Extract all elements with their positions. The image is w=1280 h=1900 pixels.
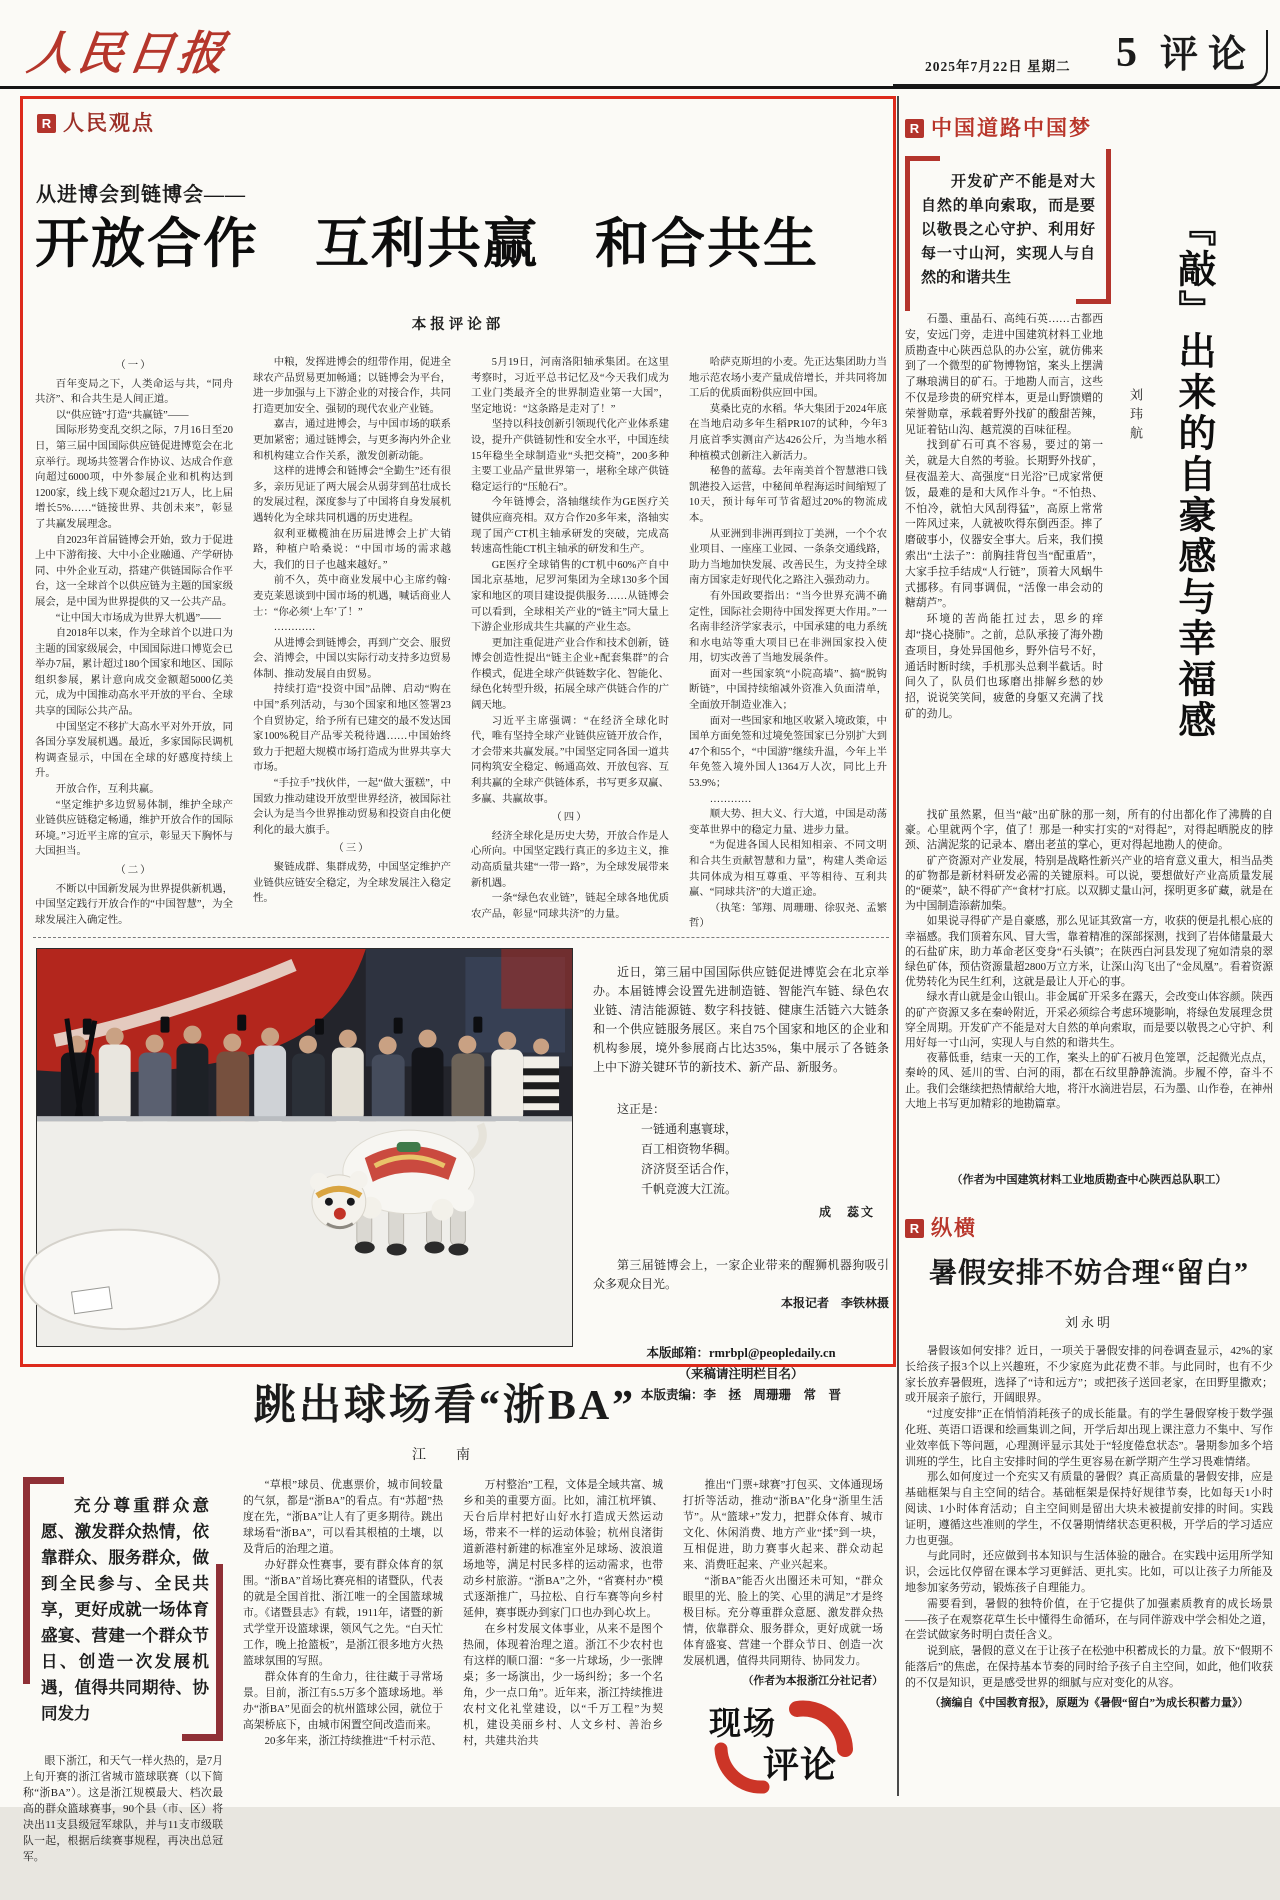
zheba-col-3: 万村整治”工程，文体是全域共富、城乡和美的重要方面。比如，浦江杭坪镇、天台后岸村把好山好水打造成天然运动场，带来不一样的运动体验；杭州良渚街道新港村新建的标准室外足球场、波浪道场地等，满足村民多样的运动需求，也带动乡村旅游。“浙BA”之外，“省赛村办”模式逐渐推广，马拉松、自行车赛等向乡村延伸，赛事既办到家门口也办到心坎上。 在乡村发展文体事业，从来不是图个热闹，体现着治理之道。浙江不少农村也有这样的顺口溜：“多一片球场，少一张牌桌；多一场演出，少一场纠纷；多一个名角，少一点口角”。近年来，浙江持续推进农村文化礼堂建设，以“千万工程”为契机，建设美丽乡村、人文乡村、善治乡村，共建共治共 (463, 1479, 663, 1747)
zongheng-attribution: （摘编自《中国教育报》，原题为《暑假“留白”为成长积蓄力量》） (929, 1696, 1249, 1709)
floor-circle-marking (24, 1230, 219, 1329)
zheba-headline: 跳出球场看“浙BA” (253, 1383, 637, 1429)
zheba-pull-quote (23, 1477, 223, 1741)
poem-lines: 一链通利惠寰球， 百工相资物华稠。 济济贤至话合作， 千帆竞渡大江流。 (641, 1122, 738, 1196)
feature-red-box (20, 96, 896, 1402)
zheba-attribution: （作者为本报浙江分社记者） (742, 1675, 883, 1687)
mailbox-note: （来稿请注明栏目名） (678, 1367, 804, 1381)
photo-illustration (37, 949, 572, 1346)
zheba-columns (23, 1477, 883, 1863)
scene-commentary-logo (705, 1701, 861, 1793)
page-section-title: 评论 (1160, 34, 1257, 76)
zheba-col4-text: 推出“门票+球赛”打包买、文体通现场打折等活动，推动“浙BA”化身“浙里生活节”。从“篮球+”发力，把群众体育、城市文化、休闲消费、地方产业“揉”到一块，互相促进，助力赛事火起来、群众动起来、消费旺起来、产业兴起来。 “浙BA”能否火出圈还未可知，“群众眼里的光、脸上的笑、心里的满足”才是终极目标。充分尊重群众意愿、激发群众热情，依靠群众、服务群众，更好成就一场体育盛宴、营建一个群众节日、创造一次发展机遇，值得共同期待、协同发力。 (683, 1479, 883, 1667)
vertical-headline: 『敲』出来的自豪感与幸福感 (1171, 208, 1214, 741)
zheba-col1-text: 眼下浙江，和天气一样火热的，是7月上旬开赛的浙江省城市篮球联赛（以下简称“浙BA”）。这是浙江规模最大、档次最高的群众篮球赛事，90个县（市、区）将决出11支县级冠军球队，并与11支市级联队一起，根据后续赛事规程，再决出总冠军。 (23, 1755, 223, 1863)
zongheng-paragraphs: 暑假该如何安排？近日，一项关于暑假安排的问卷调查显示，42%的家长给孩子报3个以上兴趣班，不少家庭为此花费不菲。与此同时，也有不少家长放弃暑假班，选择了“诗和远方”；或把孩子送回老家，在田野里撒欢；或开展亲子旅行，开阔眼界。 “过度安排”正在悄悄消耗孩子的成长能量。有的学生暑假穿梭于数学强化班、英语口语课和绘画集训之间，开学后却出现上课注意力不集中、写作业效率低下等问题，心理测评显示其处于“轻度倦怠状态”。暑期参加多个培训班的学生，比自主安排时间的学生更容易在新学期产生学习畏难情绪。 那么如何度过一个充实又有质量的暑假？真正高质量的暑假安排，应是基础框架与自主空间的结合。基础框架是保持好规律节奏，比如每天1小时阅读、1小时体育活动；自主空间则是留出大块未被提前安排的时间。实践证明，遵循这些准则的学生，不仅暑期情绪状态更积极，开学后的学习适应力也更强。 与此同时，还应做到书本知识与生活体验的融合。在实践中运用所学知识，会远比仅停留在课本学习更鲜活、更扎实。比如，可以让孩子力所能及地参加家务劳动，锻炼孩子自理能力。 需要看到，暑假的独特价值，在于它提供了加强素质教育的成长场景——孩子在观察花草生长中懂得生命循环，在与同伴游戏中学会相处之道，在尝试做家务时明白责任含义。 说到底，暑假的意义在于让孩子在松弛中积蓄成长的力量。放下“假期不能落后”的焦虑，在保持基本节奏的同时给予孩子自主空间，如此，他们收获的不仅是知识，更是感受世界的细腻与应对变化的从容。 (905, 1345, 1273, 1689)
masthead-logo: 人民日报 (24, 26, 232, 80)
column-label-text: 人民观点 (63, 112, 155, 135)
r-badge-icon: R (37, 114, 56, 133)
essay-left-column: 石墨、重晶石、高纯石英……古都西安，安远门旁，走进中国建筑材料工业地质勘查中心陕西总队的办公室，就仿佛来到了一个微型的矿物博物馆，案头上摆满了琳琅满目的矿石。于地勘人而言，这些不仅是珍贵的研究样本，更是山野馈赠的荣誉勋章，承载着野外找矿的酸甜苦辣，见证着钻山沟、越荒漠的百味征程。 找到矿石可真不容易，要过的第一关，就是大自然的考验。长期野外找矿，昼夜温差大、高强度“日光浴”已成家常便饭，最难的是和大风作斗争。“不怕热、不怕冷，就怕大风刮得猛”，高原上常常一阵风过来，人就被吹得东倒西歪。摔了磨破事小，仪器安全事大。后来，我们摸索出“土法子”：前胸挂背包当“配重盾”，大家手拉手结成“人行链”，顶着大风蜗牛式挪移。有同事调侃，“活像一串会动的糖葫芦”。 环境的苦尚能扛过去，思乡的痒却“挠心挠肺”。之前，总队承接了海外勘查项目，身处异国他乡，野外信号不好，通话时断时续，手机那头总剩半截话。时间久了，队员们也琢磨出排解乡愁的妙招，说说笑笑间，疲惫的身躯又充满了找矿的劲儿。 (905, 313, 1103, 720)
pull-quote-text: 开发矿产不能是对大自然的单向索取，而是要以敬畏之心守护、利用好每一寸山河，实现人与自然的和谐共生 (921, 173, 1095, 286)
caption-lead: 近日，第三届中国国际供应链促进博览会在北京举办。本届链博会设置先进制造链、智能汽车链、绿色农业链、清洁能源链、数字科技链、健康生活链六大链条和一个供应链服务展区。来自75个国家和地区的企业和机构参展，境外参展商占比达35%，集中展示了各链条上中下游关键环节的新技术、新产品、新服务。 (593, 965, 889, 1074)
mailbox-email: 本版邮箱：rmrbpl@peopledaily.cn (646, 1346, 836, 1360)
photo-caption-block (593, 867, 889, 1402)
column-label-text: 纵横 (931, 1217, 977, 1240)
vertical-headline-block (1111, 208, 1273, 816)
zongheng-author: 刘永明 (1064, 1315, 1113, 1330)
striped-dress-person (523, 1056, 559, 1110)
column-label-renmin-guandian (37, 113, 155, 135)
main-article-body: （一） 百年变局之下，人类命运与共，“同舟共济”、和合共生是人间正道。 以“供应链”打造“共赢链”—— 国际形势变乱交织之际，7月16日至20日，第三届中国国际供应链促进博览会在北京举行。现场共签署合作协议、达成合作意向超过6000项，中外参展企业和机构达到1200家，线上线下观众超过21万人，比上届增长5%……“链接世界、共创未来”，彰显了共赢发展理念。 自2023年首届链博会开始，致力于促进上中下游衔接、大中小企业融通、产学研协同、中外企业互动，搭建产供链国际合作平台，这一全球首个以供应链为主题的国家级展会，是中国为世界提供的又一公共产品。 “让中国大市场成为世界大机遇”—— 自2018年以来，作为全球首个以进口为主题的国家级展会，中国国际进口博览会已举办7届，累计超过180个国家和地区、国际组织参展，累计意向成交金额超5000亿美元，成为中国推动高水平开放的平台、全球共享的国际公共产品。 中国坚定不移扩大高水平对外开放，同各国分享发展机遇。最近，多家国际民调机构调查显示，中国在全球的好感度持续上升。 开放合作，互利共赢。 “坚定维护多边贸易体制，维护全球产业链供应链稳定畅通，维护开放合作的国际环境。”习近平主席的宣示，彰显天下胸怀与大国担当。 （二） 不断以中国新发展为世界提供新机遇，中国坚定践行开放合作的“中国智慧”，为全球发展注入确定性。 中粮，发挥进博会的纽带作用，促进全球农产品贸易更加畅通；以链博会为平台，进一步加强与上下游企业的对接合作，共同打造更加安全、强韧的现代农业产业链。 嘉吉，通过进博会，与中国市场的联系更加紧密；通过链博会，与更多海内外企业和机构建立合作关系，激发创新动能。 这样的进博会和链博会“全勤生”还有很多，亲历见证了两大展会从弱芽到茁壮成长的发展过程，深度参与了中国将自身发展机遇转化为全球共同机遇的历史进程。 叙利亚橄榄油在历届进博会上扩大销路，种植户哈桑说：“中国市场的需求越大，我们的日子也越来越好。” 前不久，英中商业发展中心主席约翰·麦克莱恩谈到中国市场的机遇，喊话商业人士：“你必须‘上车’了！” ………… 从进博会到链博会，再到广交会、服贸会、消博会，中国以实际行动支持多边贸易体制、推动发展自由贸易。 持续打造“投资中国”品牌、启动“购在中国”系列活动，与30个国家和地区签署23个自贸协定，给予所有已建交的最不发达国家100%税目产品零关税待遇……中国始终致力于把超大规模市场打造成为世界共享大市场。 “手拉手”找伙伴，一起“做大蛋糕”，中国致力推动建设开放型世界经济，被国际社会认为是当今世界推动贸易和投资自由化便利化的最大旗手。 （三） 聚链成群、集群成势，中国坚定维护产业链供应链安全稳定，为全球发展注入稳定性。 5月19日，河南洛阳轴承集团。在这里考察时，习近平总书记忆及“今天我们成为工业门类最齐全的世界制造业第一大国”，坚定地说：“这条路是走对了！” 坚持以科技创新引领现代化产业体系建设，提升产供链韧性和安全水平，中国连续15年稳坐全球制造业“头把交椅”，200多种主要工业品产量世界第一，堪称全球产供链稳定运行的“压舱石”。 今年链博会，洛轴继续作为GE医疗关键供应商亮相。双方合作20多年来，洛轴实现了国产CT机主轴承研发的突破，完成高转速高性能CT机主轴承的研发和生产。 GE医疗全球销售的CT机中60%产自中国北京基地，尼罗河集团为全球130多个国家和地区的项目建设提供服务……从链博会可以看到，全球相关产业的“链主”同大量上下游企业形成共生共赢的产业生态。 更加注重促进产业合作和技术创新，链博会创造性提出“链主企业+配套集群”的合作模式，促进全球产供链数字化、智能化、绿色化转型升级，拓展全球产供链合作的广阔天地。 习近平主席强调：“在经济全球化时代，唯有坚持全球产业链供应链开放合作，才会带来共赢发展。”中国坚定同各国一道共同构筑安全稳定、畅通高效、开放包容、互利共赢的全球产供链体系，书写更多双赢、多赢、共赢故事。 （四） 经济全球化是历史大势，开放合作是人心所向。中国坚定践行真正的多边主义，推动高质量共建“一带一路”，为全球发展带来新机遇。 一条“绿色农业链”，链起全球各地优质农产品，彰显“同球共济”的力量。 哈萨克斯坦的小麦。先正达集团助力当地示范农场小麦产量成倍增长，并共同将加工后的优质面粉供应回中国。 莫桑比克的水稻。华大集团于2024年底在当地启动多年生稻PR107的试种，今年3月底首季实测亩产达426公斤，为当地水稻种植模式创新注入新活力。 秘鲁的蓝莓。去年南美首个智慧港口钱凯港投入运营，中秘间单程海运时间缩短了10天，预计每年可节省超过20%的物流成本。 从亚洲到非洲再到拉丁美洲，一个个农业项目、一座座工业园、一条条交通线路，助力当地加快发展、改善民生，为支持全球南方国家走好现代化之路注入强劲动力。 有外国政要指出：“当今世界充满不确定性，国际社会期待中国发挥更大作用。”一名南非经济学家表示，中国承建的电力系统和水电站等重大项目已在非洲国家投入使用，切实改善了当地发展条件。 面对一些国家筑“小院高墙”、搞“脱钩断链”，中国持续缩减外资准入负面清单，全面放开制造业准入； 面对一些国家和地区收紧入境政策，中国单方面免签和过境免签国家已分别扩大到47个和55个，“中国游”继续升温，今年上半年免签入境外国人1364万人次，同比上升53.9%； ………… 顺大势、担大义、行大道，中国是动荡变革世界中的稳定力量、进步力量。 “为促进各国人民相知相亲、不同文明和合共生贡献智慧和力量”，构建人类命运共同体成为相互尊重、平等相待、互利共赢、“同球共济”的大道正途。 （执笔：邹翔、周珊珊、徐驭尧、孟繁哲） (35, 357, 887, 930)
r-badge-icon: R (905, 119, 924, 138)
logo-text-line2: 评论 (763, 1744, 838, 1785)
zheba-article (15, 1375, 891, 1863)
r-badge-icon: R (905, 1219, 924, 1238)
glass-barrier (37, 1116, 572, 1121)
essay-wide-body: 找矿虽然累，但当“敲”出矿脉的那一刻，所有的付出都化作了沸腾的自豪。心里就两个字，值了！那是一种实打实的“对得起”，对得起晒脱皮的脖颈、沾满泥浆的记录本、磨出老茧的掌心，更对得起地勘人的使命。 矿产资源对产业发展，特别是战略性新兴产业的培育意义重大，相当品类的矿物都是新材料研发必需的关键原料。可以说，要想做好产业高质量发展的“硬菜”，缺不得矿产“食材”打底。以双脚丈量山河，探明更多矿藏，就是在为中国制造添薪加柴。 如果说寻得矿产是自豪感，那么见证其致富一方，收获的便是扎根心底的幸福感。我们顶着东风、冒大雪，靠着精准的深部探测，找到了岩体储量最大的石盐矿床，助力革命老区变身“石头镇”；在陕西白河县发现了宛如清泉的翠绿色矿体，预估资源量超2800万立方米，让深山沟飞出了“金凤凰”。看着资源优势转化为民生红利，这就是最让人开心的事。 绿水青山就是金山银山。非金属矿开采多在露天，会改变山体容颜。陕西的矿产资源又多在秦岭附近，开采必须综合考虑环境影响，将绿色发展理念贯穿全周期。开发矿产不能是对大自然的单向索取，而是要以敬畏之心守护、利用好每一寸山河，实现人与自然的和谐共生。 夜幕低垂，结束一天的工作，案头上的矿石被月色笼罩，泛起微光点点，秦岭的风、延川的雪、白河的雨，都在石纹里静静流淌。步履不停，奋斗不止。我们会继续把热情献给大地，将汗水滴进岩层，石为墨、山作卷，在神州大地上书写更加精彩的地勘篇章。 (905, 809, 1273, 1110)
green-ribbon (397, 1142, 421, 1152)
poem-author: 成 蕊文 (818, 1205, 875, 1219)
main-headline: 开放合作 互利共赢 和合共生 (35, 214, 819, 274)
essay-author: 刘玮航 (1128, 388, 1143, 445)
issue-date: 2025年7月22日 星期二 (925, 59, 1071, 74)
header-rule (0, 86, 1280, 89)
lion-head (310, 1171, 368, 1229)
zheba-author: 江 南 (412, 1448, 478, 1463)
caption-poem (593, 1099, 889, 1222)
photo-credit-byline: 本报记者 李铁林摄 (780, 1296, 889, 1310)
photo-credit-text: 第三届链博会上，一家企业带来的醒狮机器狗吸引众多观众目光。 (593, 1258, 889, 1291)
zongheng-body (905, 1344, 1273, 1900)
paper-sheet (72, 1287, 113, 1314)
column-rule (897, 96, 899, 1796)
pull-quote-mining (905, 156, 1111, 304)
zheba-pull-quote-text: 充分尊重群众意愿、激发群众热情，依靠群众、服务群众，做到全民参与、全民共享，更好成就一场体育盛宴、营建一个群众节日、创造一次发展机遇，值得共同期待、协同发力 (41, 1497, 209, 1723)
zheba-col-4 (683, 1477, 883, 1807)
page-number: 5 (1116, 30, 1137, 76)
zongheng-headline: 暑假安排不妨合理“留白” (928, 1258, 1249, 1289)
zheba-col-2: “草根”球员、优惠票价，城市间较量的气氛，都是“浙BA”的看点。有“苏超”热度在先，“浙BA”让人有了更多期待。跳出球场看“浙BA”，可以看其根植的土壤，以及背后的治理之道。 办好群众性赛事，要有群众体育的氛围。“浙BA”首场比赛亮相的诸暨队，代表的就是全国首批、浙江唯一的全国篮球城市。《诸暨县志》有载，1911年，诸暨的新式学堂开设篮球课，领风气之先。“白天忙工作，晚上抢篮板”，是浙江很多地方火热篮球氛围的写照。 群众体育的生命力，往往藏于寻常场景。目前，浙江有5.5万多个篮球场地。举办“浙BA”见面会的杭州篮球公园，就位于高架桥底下，由城市闲置空间改造而来。 20多年来，浙江持续推进“千村示范、 (243, 1479, 443, 1747)
kicker: 从进博会到链博会—— (36, 184, 246, 206)
column-label-zhongguo-daolu (905, 118, 1092, 140)
column-label-zongheng (905, 1218, 977, 1240)
photo-lion-robot-expo (36, 948, 573, 1347)
essay-attribution: （作者为中国建筑材料工业地质勘查中心陕西总队职工） (951, 1174, 1227, 1186)
poem-intro: 这正是： (617, 1102, 666, 1116)
zheba-col-1 (23, 1477, 223, 1863)
main-byline: 本报评论部 (411, 317, 505, 333)
photo-credit (593, 1256, 889, 1313)
logo-text-line1: 现场 (709, 1705, 778, 1741)
sidebar (905, 96, 1273, 1801)
column-label-text: 中国道路中国梦 (931, 117, 1092, 140)
page-editors: 本版责编：李 拯 周珊珊 常 晋 (640, 1388, 841, 1402)
